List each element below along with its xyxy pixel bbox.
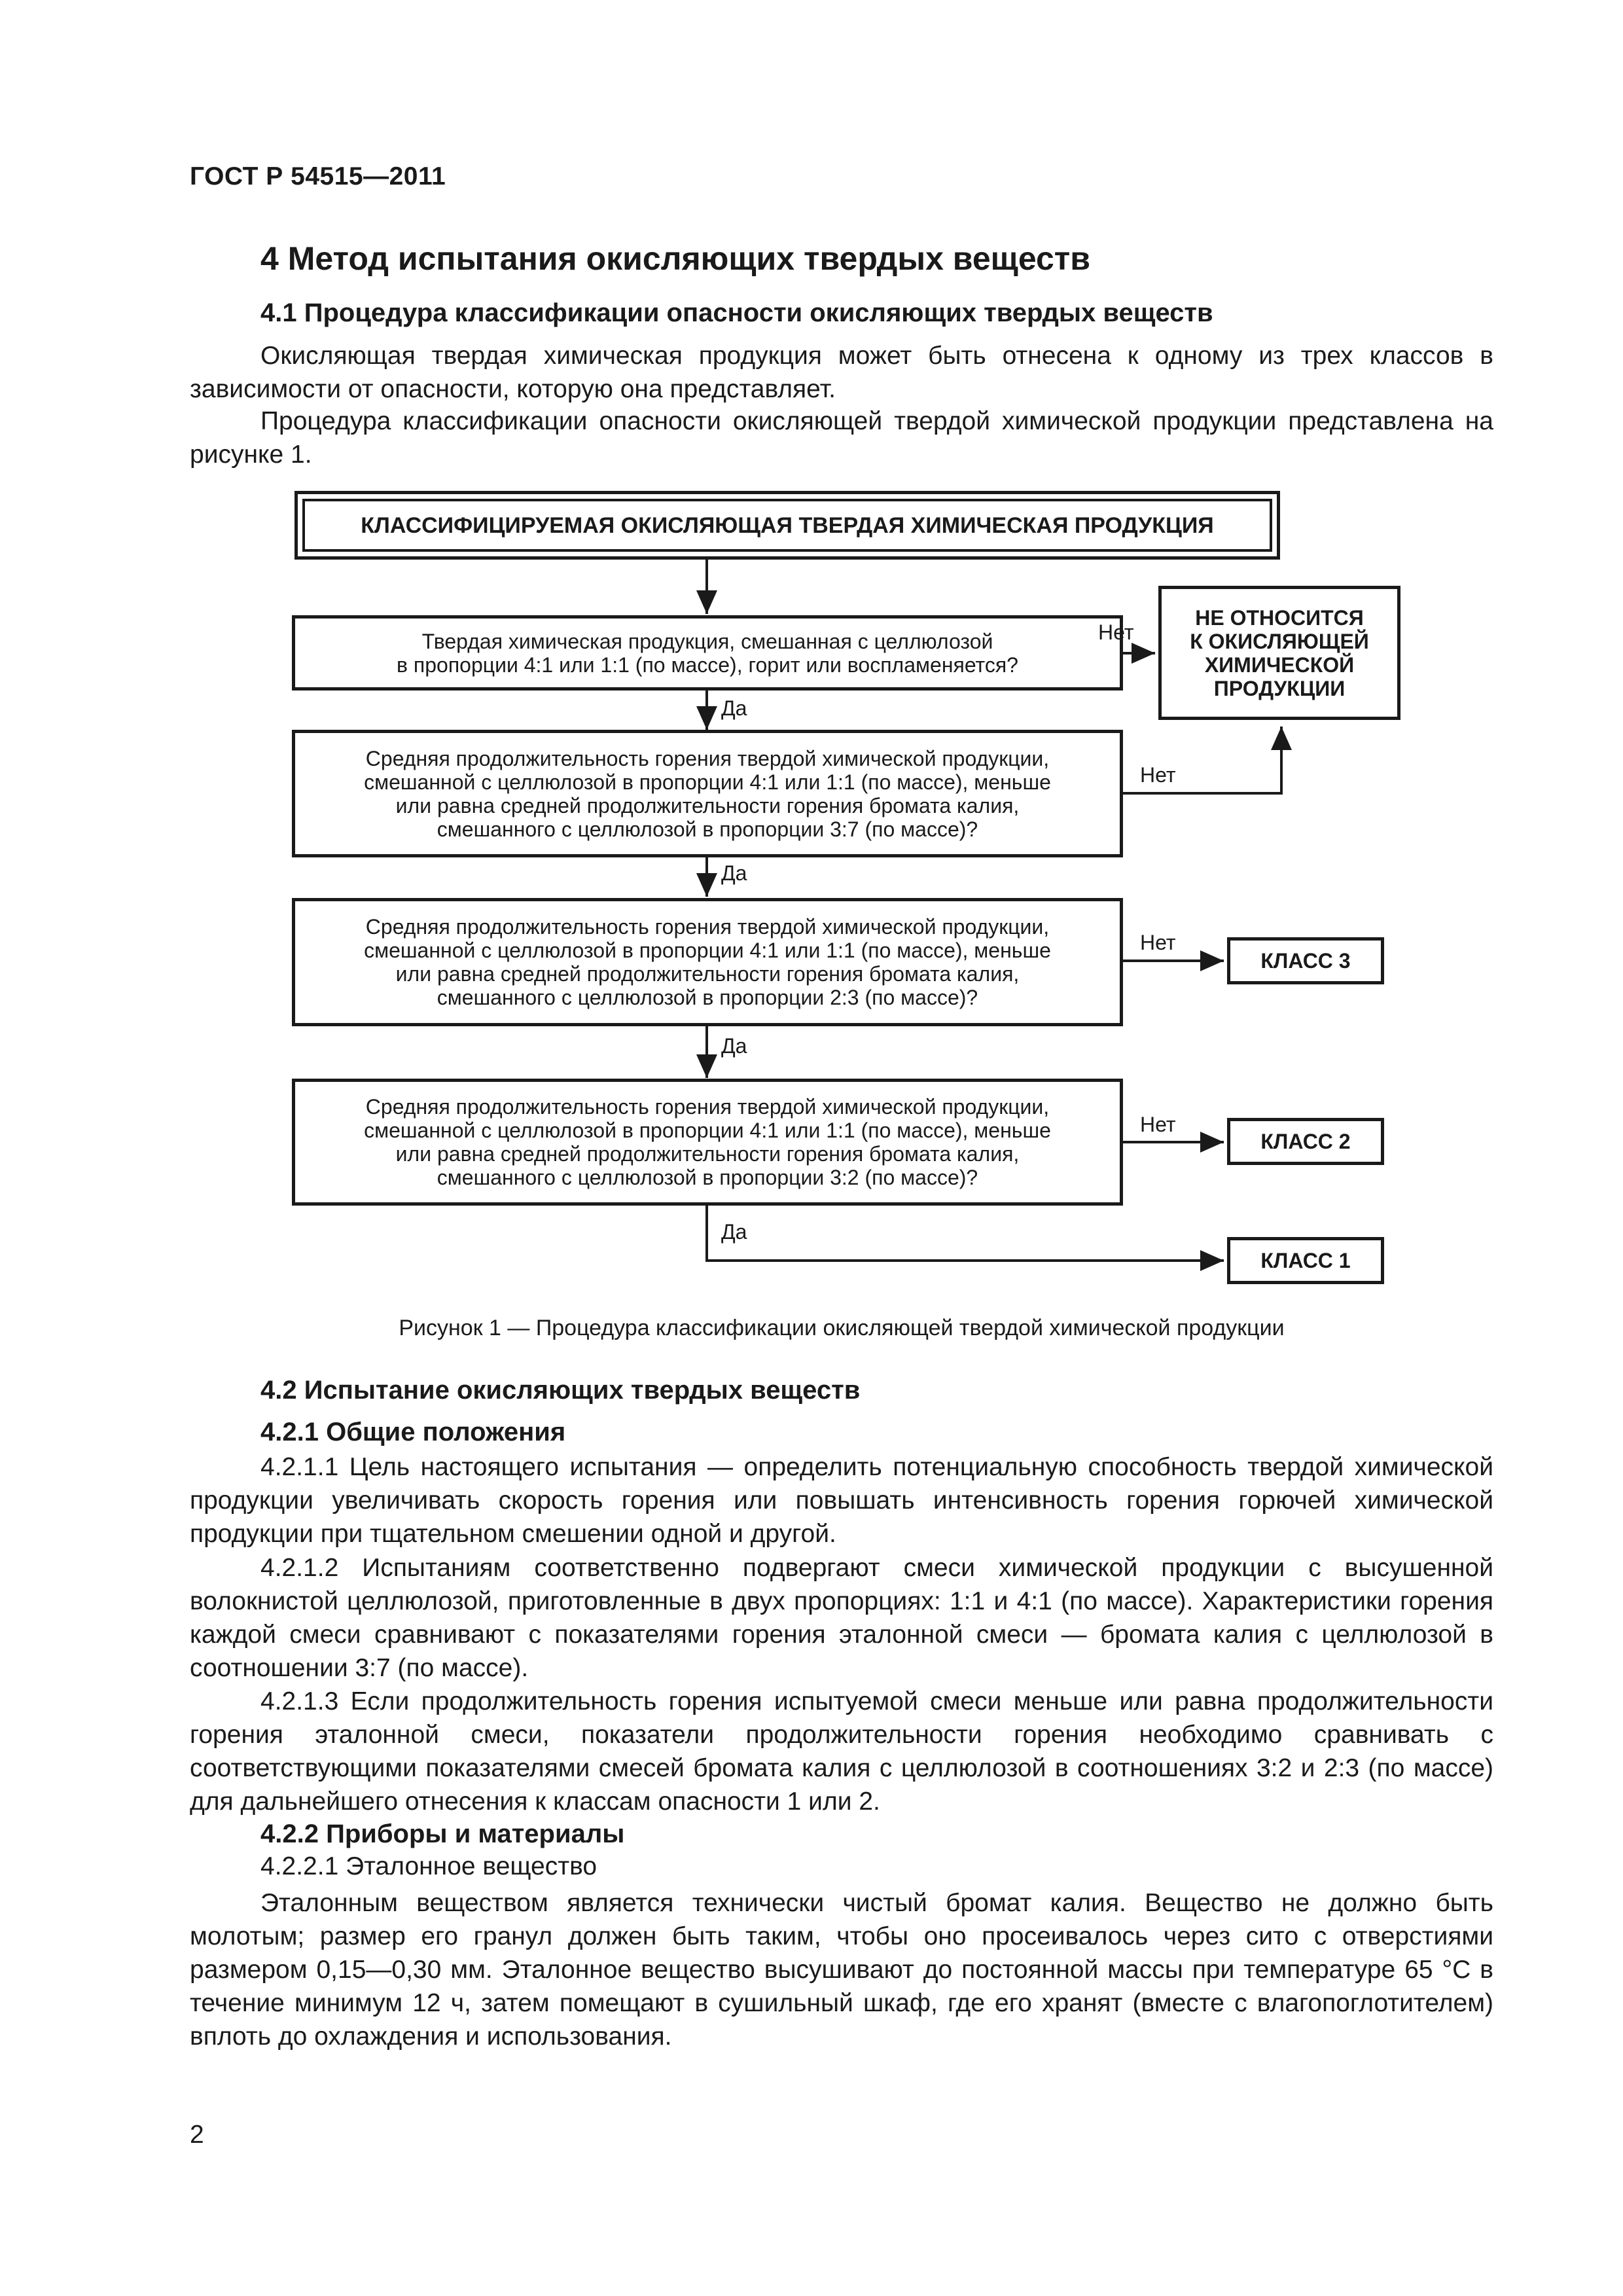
question-2-line-2: смешанной с целлюлозой в пропорции 4:1 или 1:1 (по массе), меньше — [364, 770, 1051, 794]
question-2-line-1: Средняя продолжительность горения твердой химической продукции, — [365, 746, 1050, 770]
question-3-line-2: смешанной с целлюлозой в пропорции 4:1 или 1:1 (по массе), меньше — [364, 939, 1051, 962]
paragraph-4-2-1-1: 4.2.1.1 Цель настоящего испытания — определить потенциальную способность твердой химической продукции увеличивать скорость горения или повышать интенсивность горения горючей химической продукции при тщательном смешении одной и другой. — [190, 1453, 1493, 1548]
figure-caption: Рисунок 1 — Процедура классификации окисляющей твердой химической продукции — [399, 1316, 1285, 1340]
yes-label-1: Да — [721, 696, 747, 720]
question-2-line-4: смешанного с целлюлозой в пропорции 3:7 (по массе)? — [437, 817, 978, 841]
question-1-line-1: Твердая химическая продукция, смешанная с целлюлозой — [421, 629, 993, 653]
question-4-line-2: смешанной с целлюлозой в пропорции 4:1 или 1:1 (по массе), меньше — [364, 1119, 1051, 1142]
question-box-2 — [292, 730, 1123, 857]
no-label-1: Нет — [1098, 620, 1134, 644]
flowchart-start-label: КЛАССИФИЦИРУЕМАЯ ОКИСЛЯЮЩАЯ ТВЕРДАЯ ХИМИЧЕСКАЯ ПРОДУКЦИЯ — [361, 512, 1214, 538]
document-id: ГОСТ Р 54515—2011 — [190, 162, 446, 190]
section-4-2-2-title: 4.2.2 Приборы и материалы — [260, 1820, 625, 1848]
not-oxidizing-line-1: НЕ ОТНОСИТСЯ — [1195, 605, 1364, 630]
question-3-line-1: Средняя продолжительность горения твердой химической продукции, — [365, 915, 1050, 939]
class-2-box — [1227, 1118, 1384, 1165]
section-4-2-title: 4.2 Испытание окисляющих твердых веществ — [260, 1376, 861, 1405]
question-box-4 — [292, 1079, 1123, 1206]
question-3-line-4: смешанного с целлюлозой в пропорции 2:3 (по массе)? — [437, 986, 978, 1009]
section-4-2-1-title: 4.2.1 Общие положения — [260, 1418, 566, 1446]
flowchart-start-box — [302, 499, 1272, 552]
question-box-1 — [292, 615, 1123, 691]
not-oxidizing-line-4: ПРОДУКЦИИ — [1213, 676, 1346, 700]
question-3-line-3: или равна средней продолжительности горения бромата калия, — [395, 962, 1020, 986]
section-4-2-2-1-title: 4.2.2.1 Эталонное вещество — [260, 1852, 597, 1880]
question-4-line-1: Средняя продолжительность горения твердой химической продукции, — [365, 1095, 1050, 1119]
page-number: 2 — [190, 2121, 204, 2149]
not-oxidizing-line-3: ХИМИЧЕСКОЙ — [1204, 653, 1355, 677]
no-label-2: Нет — [1140, 763, 1176, 787]
class-3-label: КЛАСС 3 — [1260, 949, 1351, 973]
paragraph-4-1-2: Процедура классификации опасности окисляющей твердой химической продукции представлена на рисунке 1. — [190, 407, 1493, 469]
paragraph-4-2-1-3: 4.2.1.3 Если продолжительность горения испытуемой смеси меньше или равна продолжительности горения эталонной смеси, показатели продолжительности горения необходимо сравнивать с соответствующими показателями смесей бромата калия с целлюлозой в соотношениях 3:2 и 2:3 (по массе) для дальнейшего отнесения к классам опасности 1 или 2. — [190, 1687, 1493, 1816]
yes-label-2: Да — [721, 861, 747, 885]
yes-label-4: Да — [721, 1220, 747, 1244]
no-label-4: Нет — [1140, 1113, 1176, 1136]
paragraph-4-2-1-2: 4.2.1.2 Испытаниям соответственно подвергают смеси химической продукции с высушенной волокнистой целлюлозой, приготовленные в двух пропорциях: 1:1 и 4:1 (по массе). Характеристики горения каждой смеси сравнивают с показателями горения эталонной смеси — бромата калия с целлюлозой в соотношении 3:7 (по массе). — [190, 1554, 1493, 1682]
no-label-3: Нет — [1140, 931, 1176, 954]
not-oxidizing-box — [1158, 586, 1400, 720]
yes-label-3: Да — [721, 1034, 747, 1058]
question-4-line-4: смешанного с целлюлозой в пропорции 3:2 (по массе)? — [437, 1166, 978, 1189]
class-1-label: КЛАСС 1 — [1260, 1249, 1351, 1272]
question-box-3 — [292, 898, 1123, 1026]
section-4-1-title: 4.1 Процедура классификации опасности окисляющих твердых веществ — [260, 298, 1213, 327]
class-2-label: КЛАСС 2 — [1260, 1130, 1351, 1153]
question-4-line-3: или равна средней продолжительности горения бромата калия, — [395, 1142, 1020, 1166]
paragraph-4-2-2-1: Эталонным веществом является технически чистый бромат калия. Вещество не должно быть молотым; размер его гранул должен быть таким, чтобы оно просеивалось через сито с отверстиями размером 0,15—0,30 мм. Эталонное вещество высушивают до постоянной массы при температуре 65 °С в течение минимум 12 ч, затем помещают в сушильный шкаф, где его хранят (вместе с влагопоглотителем) вплоть до охлаждения и использования. — [190, 1889, 1493, 2051]
class-3-box — [1227, 937, 1384, 984]
class-1-box — [1227, 1237, 1384, 1284]
question-1-line-2: в пропорции 4:1 или 1:1 (по массе), горит или воспламеняется? — [397, 653, 1018, 677]
question-2-line-3: или равна средней продолжительности горения бромата калия, — [395, 793, 1020, 817]
section-4-title: 4 Метод испытания окисляющих твердых веществ — [260, 240, 1091, 277]
paragraph-4-1-1: Окисляющая твердая химическая продукция может быть отнесена к одному из трех классов в зависимости от опасности, которую она представляет. — [190, 342, 1493, 403]
not-oxidizing-line-2: К ОКИСЛЯЮЩЕЙ — [1190, 629, 1369, 653]
